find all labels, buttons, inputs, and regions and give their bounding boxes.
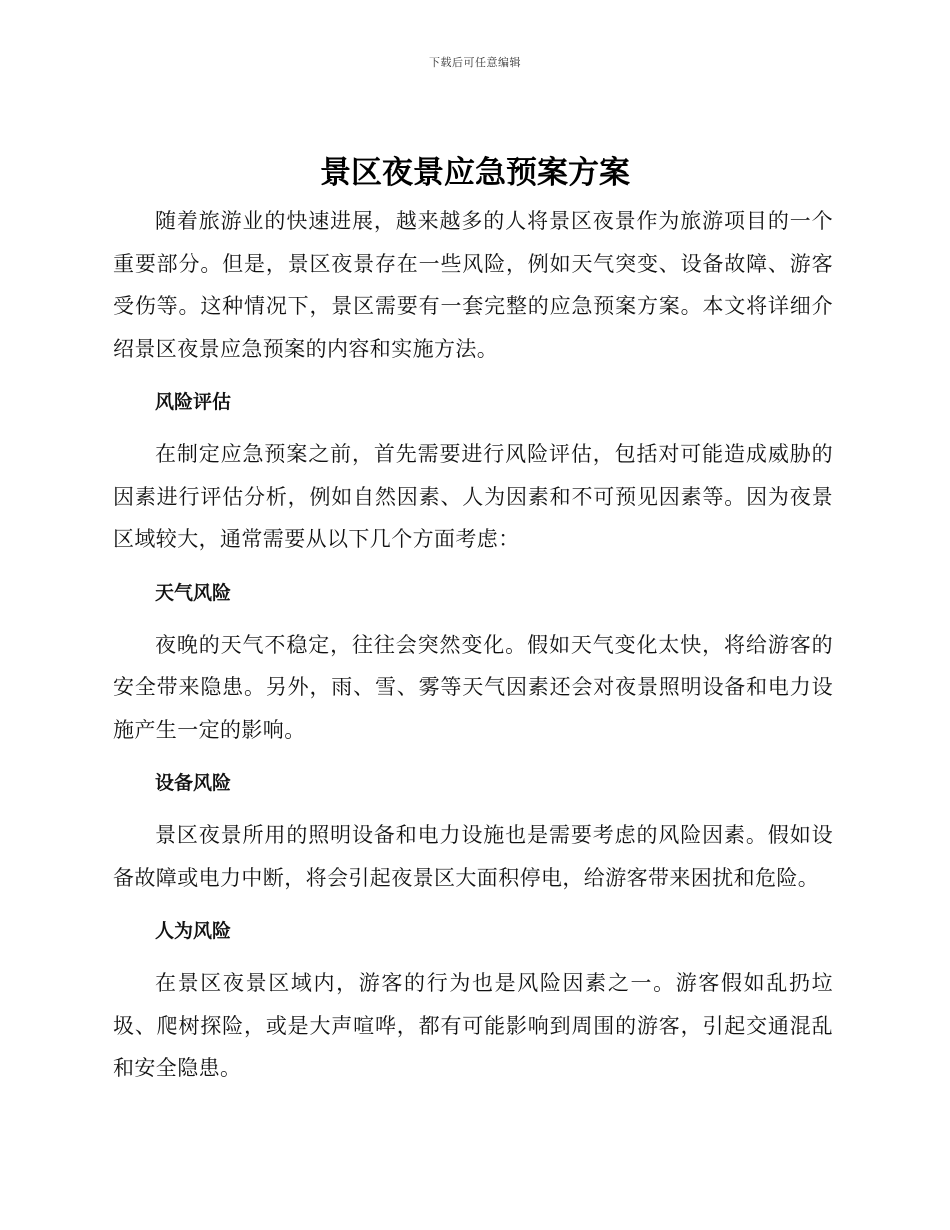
section-heading-risk-assessment: 风险评估: [155, 391, 232, 413]
section-paragraph-risk-assessment: 在制定应急预案之前，首先需要进行风险评估，包括对可能造成威胁的因素进行评估分析，例如自然因素、人为因素和不可预见因素等。因为夜景区域较大，通常需要从以下几个方面考虑：: [113, 442, 833, 551]
header-note: 下载后可任意编辑: [429, 56, 521, 69]
section-paragraph-human-risk: 在景区夜景区域内，游客的行为也是风险因素之一。游客假如乱扔垃圾、爬树探险，或是大声喧哗，都有可能影响到周围的游客，引起交通混乱和安全隐患。: [113, 971, 833, 1080]
document-title: 景区夜景应急预案方案: [320, 155, 630, 191]
section-heading-equipment-risk: 设备风险: [155, 772, 232, 794]
section-paragraph-weather-risk: 夜晚的天气不稳定，往往会突然变化。假如天气变化太快，将给游客的安全带来隐患。另外，雨、雪、雾等天气因素还会对夜景照明设备和电力设施产生一定的影响。: [113, 632, 833, 742]
section-heading-weather-risk: 天气风险: [155, 581, 232, 604]
section-paragraph-equipment-risk: 景区夜景所用的照明设备和电力设施也是需要考虑的风险因素。假如设备故障或电力中断，将会引起夜景区大面积停电，给游客带来困扰和危险。: [113, 823, 833, 890]
intro-paragraph: 随着旅游业的快速进展，越来越多的人将景区夜景作为旅游项目的一个重要部分。但是，景区夜景存在一些风险，例如天气突变、设备故障、游客受伤等。这种情况下，景区需要有一套完整的应急预案方案。本文将详细介绍景区夜景应急预案的内容和实施方法。: [113, 209, 833, 361]
section-heading-human-risk: 人为风险: [155, 920, 232, 942]
document-body: [113, 200, 833, 1090]
